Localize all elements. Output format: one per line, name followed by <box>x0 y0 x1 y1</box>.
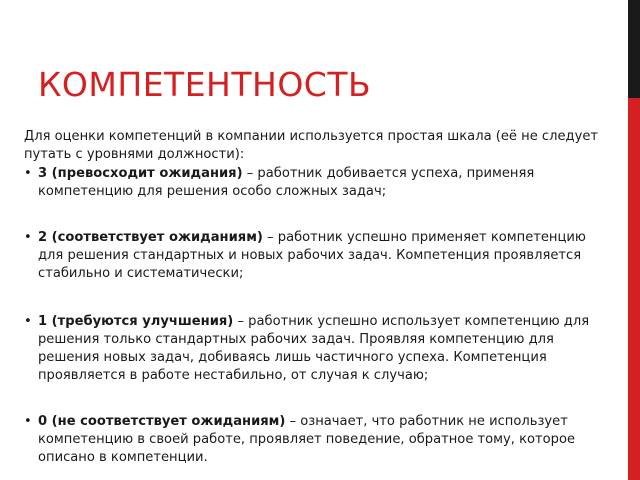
side-accent-bar <box>628 0 640 480</box>
slide-title: КОМПЕТЕНТНОСТЬ <box>38 65 372 104</box>
list-item <box>24 229 614 283</box>
intro-paragraph: Для оценки компетенций в компании используется простая шкала (её не следует путать с уровнями должности): <box>24 129 599 162</box>
rating-label: 0 (не соответствует ожиданиям) <box>38 414 286 429</box>
bullet: • <box>24 230 32 245</box>
side-bar-black-segment <box>628 0 640 98</box>
rating-scale-list <box>24 165 614 467</box>
side-bar-red-segment <box>628 98 640 480</box>
list-item <box>24 413 614 467</box>
rating-label: 1 (требуются улучшения) <box>38 314 234 329</box>
rating-description: – работник добивается успеха, применяя компетенцию для решения особо сложных задач; <box>38 166 535 199</box>
bullet: • <box>24 414 32 429</box>
rating-description: – означает, что работник не использует компетенцию в своей работе, проявляет поведение, обратное тому, которое описано в компетенции. <box>38 414 576 465</box>
bullet: • <box>24 314 32 329</box>
rating-label: 3 (превосходит ожидания) <box>38 166 243 181</box>
bullet: • <box>24 166 32 181</box>
rating-label: 2 (соответствует ожиданиям) <box>38 230 263 245</box>
rating-description: – работник успешно применяет компетенцию для решения стандартных и новых рабочих задач. Компетенция проявляется стабильно и систематически; <box>38 230 586 281</box>
list-item <box>24 313 614 385</box>
list-item <box>24 165 614 201</box>
rating-description: – работник успешно использует компетенцию для решения только стандартных рабочих задач. Проявляя компетенцию для решения новых задач, добиваясь лишь частичного успеха. Компетенция проявляется в работе нестабильно, от случая к случаю; <box>38 314 590 383</box>
